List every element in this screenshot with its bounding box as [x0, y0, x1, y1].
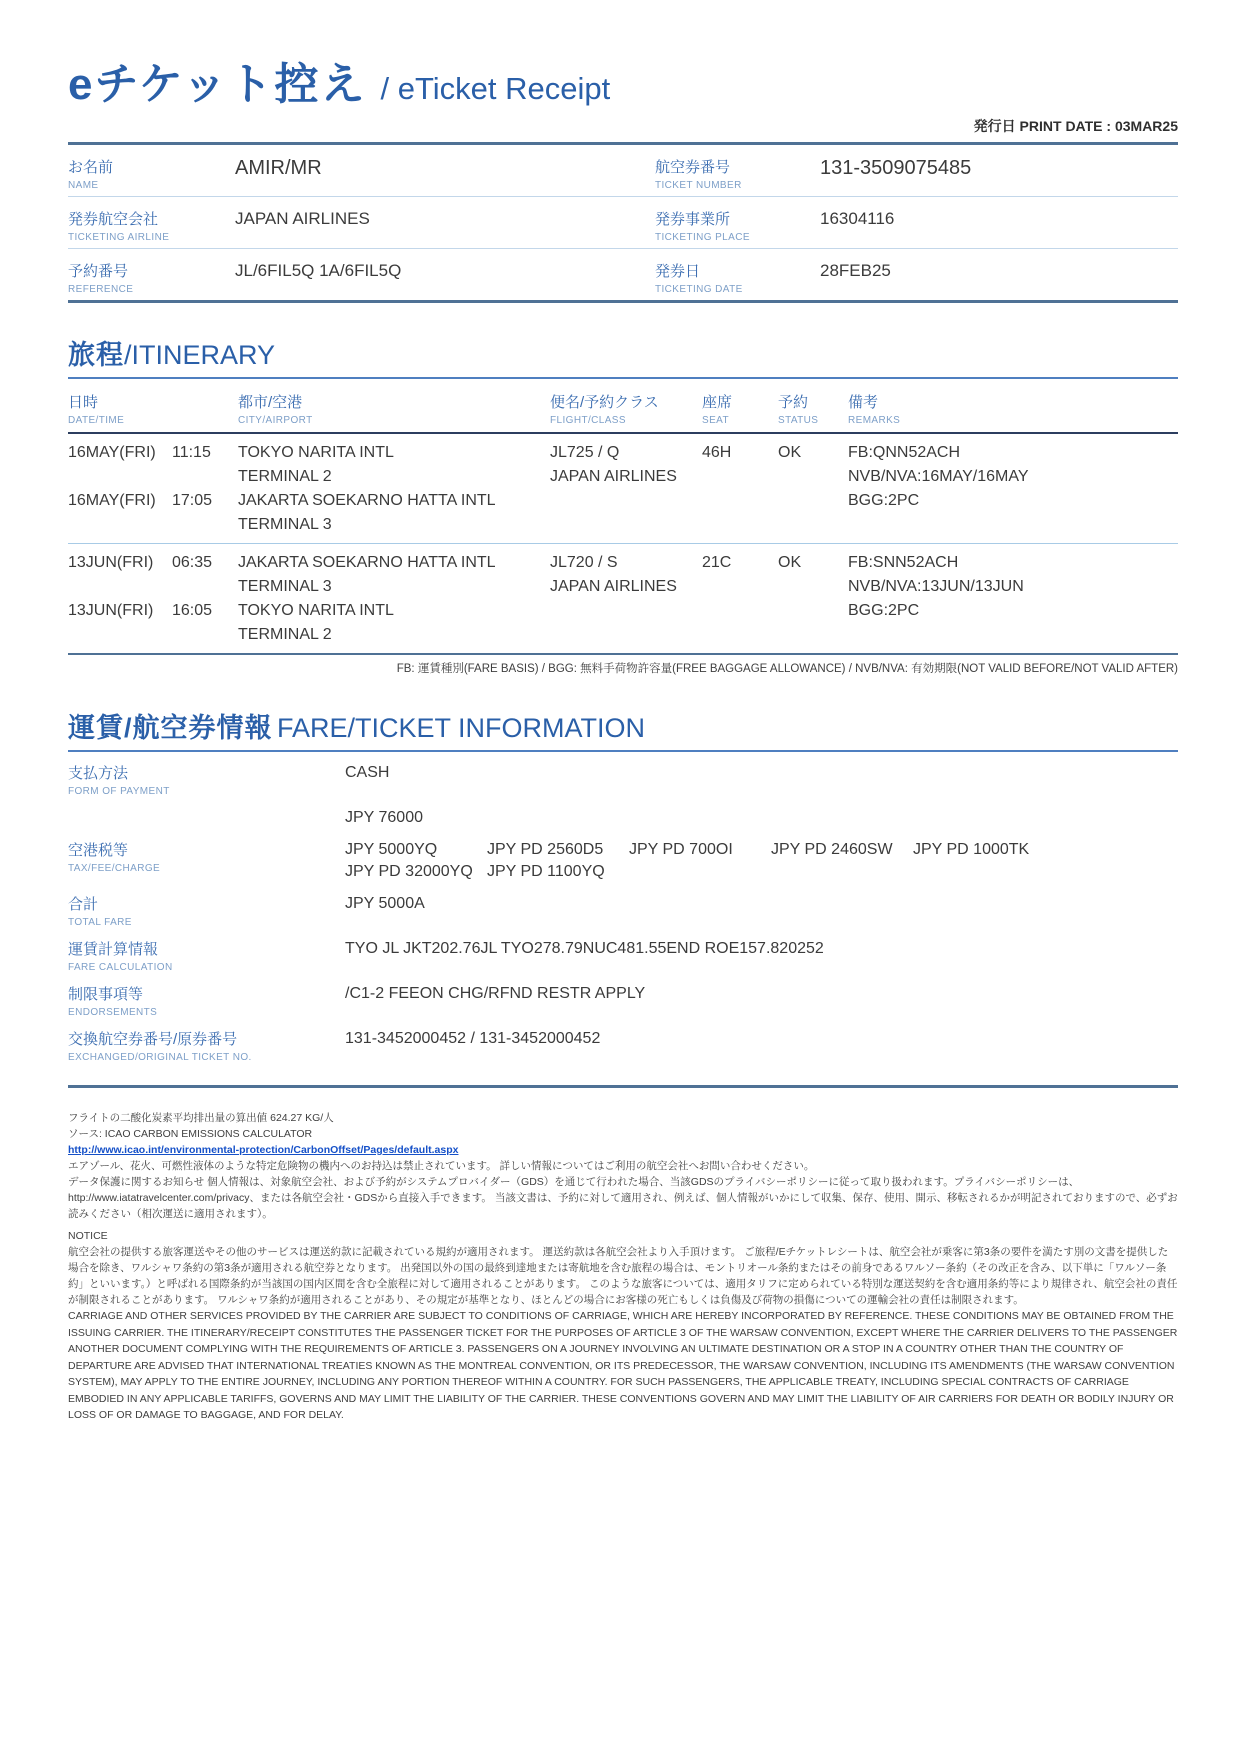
- fare-heading-ja: 運賃/航空券情報: [68, 713, 273, 743]
- endorsements-label-ja: 制限事項等: [68, 986, 144, 1003]
- column-header-flight-en: FLIGHT/CLASS: [550, 415, 626, 426]
- ticketing-airline-value: JAPAN AIRLINES: [235, 209, 370, 228]
- notice-japanese: 航空会社の提供する旅客運送やその他のサービスは運送約款に記載されている規約が適用されます。 運送約款は各航空会社より入手頂けます。 ご旅程/Eチケットレシートは、航空会社が乗客に第3条の要件を満たす別の文書を提供した場合を除き、ワルシャワ条約の第3条が適用される航空券となります。 出発国以外の国の最終到達地または寄航地を含む旅程の場合は、モントリオール条約またはその前身であるワルソー条約（その改正を含み、以下単に「ワルソー条約」といいます。）と呼ばれる国際条約が当該国の国内区間を含む全旅程に対して適用されることがあります。 このような旅客については、適用タリフに定められている特別な運送契約を含む適用条約等により規律され、航空会社の責任が制限されることがあります。 ワルシャワ条約が適用されることがあり、その規定が基準となり、ほとんどの場合にお客様の死亡もしくは負傷及び荷物の損傷についての運輸会社の責任は制限されます。: [68, 1246, 1178, 1306]
- page-title-en: / eTicket Receipt: [380, 71, 611, 106]
- ticketing-place-value: 16304116: [820, 209, 895, 228]
- column-header-flight-ja: 便名/予約クラス: [550, 394, 659, 411]
- departure-date: 16MAY(FRI): [68, 444, 156, 461]
- itinerary-heading-ja: 旅程: [68, 340, 124, 370]
- reference-value: JL/6FIL5Q 1A/6FIL5Q: [235, 261, 402, 280]
- total-fare-value: JPY 5000A: [345, 895, 425, 912]
- ticketing-place-label-en: TICKETING PLACE: [655, 232, 750, 243]
- departure-airport: TOKYO NARITA INTL: [238, 444, 394, 461]
- document-header: [68, 48, 1178, 145]
- remark-baggage: BGG:2PC: [848, 602, 920, 619]
- tax-line-1: [345, 839, 1178, 861]
- privacy-notice-continued: 、または各航空会社・GDSから直接入手できます。 当該文書は、予約に対して適用され、例えば、個人情報がいかにして収集、保存、使用、開示、移転されるかが明記されておりますので、必ずお読みください（相次運送に適用されます）。: [68, 1192, 1178, 1220]
- fare-calculation-label-en: FARE CALCULATION: [68, 962, 173, 973]
- tax-label-ja: 空港税等: [68, 842, 129, 859]
- fare-row-total: [68, 883, 1178, 928]
- iata-privacy-link[interactable]: http://www.iatatravelcenter.com/privacy: [68, 1192, 250, 1204]
- exchanged-ticket-label-en: EXCHANGED/ORIGINAL TICKET NO.: [68, 1052, 252, 1063]
- info-section-divider: [68, 300, 1178, 303]
- arrival-time: 16:05: [172, 602, 213, 619]
- total-label-en: TOTAL FARE: [68, 917, 132, 928]
- flight-number: JL725 / Q: [550, 444, 620, 461]
- ticketing-date-value: 28FEB25: [820, 261, 891, 280]
- column-header-status-en: STATUS: [778, 415, 819, 426]
- fare-section-divider: [68, 1085, 1178, 1088]
- ticket-number-value: 131-3509075485: [820, 157, 972, 179]
- fare-row-calculation: [68, 928, 1178, 973]
- remark-baggage: BGG:2PC: [848, 492, 920, 509]
- flight-segment-outbound: [68, 434, 1178, 543]
- tax-value: JPY PD 700OI: [629, 841, 733, 858]
- ticketing-date-label-ja: 発券日: [655, 263, 701, 280]
- status-value: OK: [778, 444, 802, 461]
- seat-value: 46H: [702, 444, 732, 461]
- name-label-ja: お名前: [68, 159, 114, 176]
- ticket-number-label-en: TICKET NUMBER: [655, 180, 742, 191]
- tax-label-en: TAX/FEE/CHARGE: [68, 863, 161, 874]
- baggage-footnote: FB: 運賃種別(FARE BASIS) / BGG: 無料手荷物許容量(FREE BAGGAGE ALLOWANCE) / NVB/NVA: 有効期限(NOT VALID BEFORE/NOT VALID AFTER): [396, 663, 1178, 675]
- itinerary-header-row: [68, 379, 1178, 434]
- departure-terminal: TERMINAL 2: [238, 468, 332, 485]
- fare-calculation-label-ja: 運賃計算情報: [68, 941, 159, 958]
- arrival-airport: JAKARTA SOEKARNO HATTA INTL: [238, 492, 496, 509]
- column-header-city-ja: 都市/空港: [238, 394, 303, 411]
- dangerous-goods-line: エアゾール、花火、可燃性液体のような特定危険物の機内へのお持込は禁止されています。 詳しい情報についてはご利用の航空会社へお問い合わせください。: [68, 1160, 815, 1172]
- status-value: OK: [778, 554, 802, 571]
- ticketing-date-label-en: TICKETING DATE: [655, 284, 743, 295]
- column-header-status-ja: 予約: [778, 394, 809, 411]
- arrival-terminal: TERMINAL 3: [238, 516, 332, 533]
- fare-row-exchanged-ticket: [68, 1018, 1178, 1063]
- info-row-name: [68, 145, 1178, 197]
- departure-time: 06:35: [172, 554, 213, 571]
- tax-value: JPY 5000YQ: [345, 841, 438, 858]
- column-header-seat-ja: 座席: [702, 394, 733, 411]
- payment-label-ja: 支払方法: [68, 765, 129, 782]
- remark-fare-basis: FB:QNN52ACH: [848, 444, 961, 461]
- endorsements-label-en: ENDORSEMENTS: [68, 1007, 158, 1018]
- page-title: [68, 48, 1178, 112]
- notice-english: CARRIAGE AND OTHER SERVICES PROVIDED BY THE CARRIER ARE SUBJECT TO CONDITIONS OF CARRIAGE, WHICH ARE HEREBY INCORPORATED BY REFERENCE. THESE CONDITIONS MAY BE OBTAINED FROM THE ISSUING CARRIER. THE ITINERARY/RECEIPT CONSTITUTES THE PASSENGER TICKET FOR THE PURPOSES OF ARTICLE 3 OF THE WARSAW CONVENTION, EXCEPT WHERE THE CARRIER DELIVERS TO THE PASSENGER ANOTHER DOCUMENT COMPLYING WITH THE REQUIREMENTS OF ARTICLE 3. PASSENGERS ON A JOURNEY INVOLVING AN ULTIMATE DESTINATION OR A STOP IN A COUNTRY OTHER THAN THE COUNTRY OF DEPARTURE ARE ADVISED THAT INTERNATIONAL TREATIES KNOWN AS THE MONTREAL CONVENTION, OR ITS PREDECESSOR, THE WARSAW CONVENTION, INCLUDING ITS AMENDMENTS (THE WARSAW CONVENTION SYSTEM), MAY APPLY TO THE ENTIRE JOURNEY, INCLUDING ANY PORTION THEREOF WITHIN A COUNTRY. FOR SUCH PASSENGERS, THE APPLICABLE TREATY, INCLUDING SPECIAL CONTRACTS OF CARRIAGE EMBODIED IN ANY APPLICABLE TARIFFS, GOVERNS AND MAY LIMIT THE LIABILITY OF THE CARRIER. THESE CONVENTIONS GOVERN AND MAY LIMIT THE LIABILITY OF AIR CARRIERS FOR DEATH OR BODILY INJURY OR LOSS OF OR DAMAGE TO BAGGAGE, AND FOR DELAY.: [68, 1310, 1178, 1421]
- column-header-seat-en: SEAT: [702, 415, 729, 426]
- fare-section-heading: [68, 706, 1178, 752]
- departure-date: 13JUN(FRI): [68, 554, 154, 571]
- ticket-number-label-ja: 航空券番号: [655, 159, 731, 176]
- column-header-datetime-ja: 日時: [68, 394, 99, 411]
- tax-value: JPY PD 1000TK: [913, 841, 1030, 858]
- arrival-date: 16MAY(FRI): [68, 492, 156, 509]
- departure-time: 11:15: [172, 444, 211, 461]
- fare-calculation-value: TYO JL JKT202.76JL TYO278.79NUC481.55END ROE157.820252: [345, 940, 824, 957]
- emission-source-line: ソース: ICAO CARBON EMISSIONS CALCULATOR: [68, 1128, 313, 1140]
- arrival-airport: TOKYO NARITA INTL: [238, 602, 394, 619]
- fare-row-endorsements: [68, 973, 1178, 1018]
- page-title-ja: eチケット控え: [68, 60, 367, 109]
- total-label-ja: 合計: [68, 896, 99, 913]
- name-label-en: NAME: [68, 180, 99, 191]
- column-header-remarks-en: REMARKS: [848, 415, 901, 426]
- remark-validity: NVB/NVA:16MAY/16MAY: [848, 468, 1029, 485]
- ticketing-airline-label-ja: 発券航空会社: [68, 211, 159, 228]
- departure-airport: JAKARTA SOEKARNO HATTA INTL: [238, 554, 496, 571]
- tax-value: JPY PD 2560D5: [487, 841, 604, 858]
- flight-segment-return: [68, 543, 1178, 653]
- reference-label-en: REFERENCE: [68, 284, 134, 295]
- fare-heading-en: FARE/TICKET INFORMATION: [276, 713, 645, 743]
- column-header-datetime-en: DATE/TIME: [68, 415, 125, 426]
- departure-terminal: TERMINAL 3: [238, 578, 332, 595]
- exchanged-ticket-label-ja: 交換航空券番号/原券番号: [68, 1031, 238, 1048]
- fare-row-base-fare: [68, 797, 1178, 829]
- exchanged-ticket-value: 131-3452000452 / 131-3452000452: [345, 1030, 601, 1047]
- column-header-city-en: CITY/AIRPORT: [238, 415, 313, 426]
- payment-value: CASH: [345, 764, 390, 781]
- itinerary-heading-en: /ITINERARY: [124, 340, 276, 370]
- info-row-airline: [68, 197, 1178, 249]
- tax-value: JPY PD 32000YQ: [345, 863, 473, 880]
- fare-row-taxes: [68, 829, 1178, 883]
- remark-validity: NVB/NVA:13JUN/13JUN: [848, 578, 1024, 595]
- reference-label-ja: 予約番号: [68, 263, 129, 280]
- passenger-info-section: [68, 145, 1178, 303]
- passenger-name-value: AMIR/MR: [235, 157, 322, 179]
- seat-value: 21C: [702, 554, 732, 571]
- itinerary-table: [68, 379, 1178, 676]
- endorsements-value: /C1-2 FEEON CHG/RFND RESTR APPLY: [345, 985, 646, 1002]
- tax-value: JPY PD 1100YQ: [487, 863, 605, 880]
- arrival-terminal: TERMINAL 2: [238, 626, 332, 643]
- icao-carbon-link[interactable]: http://www.icao.int/environmental-protection/CarbonOffset/Pages/default.aspx: [68, 1144, 459, 1156]
- ticketing-place-label-ja: 発券事業所: [655, 211, 731, 228]
- itinerary-section-heading: [68, 333, 1178, 379]
- carrier-name: JAPAN AIRLINES: [550, 578, 677, 595]
- remark-fare-basis: FB:SNN52ACH: [848, 554, 959, 571]
- arrival-date: 13JUN(FRI): [68, 602, 154, 619]
- print-date: 発行日 PRINT DATE : 03MAR25: [973, 118, 1178, 134]
- itinerary-bottom-rule: [68, 653, 1178, 655]
- base-fare-value: JPY 76000: [345, 809, 423, 826]
- notice-title: NOTICE: [68, 1230, 108, 1242]
- column-header-remarks-ja: 備考: [848, 394, 879, 411]
- carrier-name: JAPAN AIRLINES: [550, 468, 677, 485]
- co2-emission-line: フライトの二酸化炭素平均排出量の算出値 624.27 KG/人: [68, 1112, 334, 1124]
- fare-row-payment: [68, 752, 1178, 797]
- ticketing-airline-label-en: TICKETING AIRLINE: [68, 232, 170, 243]
- payment-label-en: FORM OF PAYMENT: [68, 786, 170, 797]
- info-row-reference: [68, 249, 1178, 300]
- footer-fineprint: [68, 1110, 1178, 1424]
- privacy-notice-line: データ保護に関するお知らせ 個人情報は、対象航空会社、および予約がシステムプロバイダー（GDS）を通じて行われた場合、当該GDSのプライバシーポリシーに従って取り扱われます。プライバシーポリシーは、: [68, 1176, 1080, 1188]
- fare-info-section: [68, 752, 1178, 1088]
- arrival-time: 17:05: [172, 492, 213, 509]
- tax-line-2: [345, 861, 1178, 883]
- tax-value: JPY PD 2460SW: [771, 841, 893, 858]
- flight-number: JL720 / S: [550, 554, 618, 571]
